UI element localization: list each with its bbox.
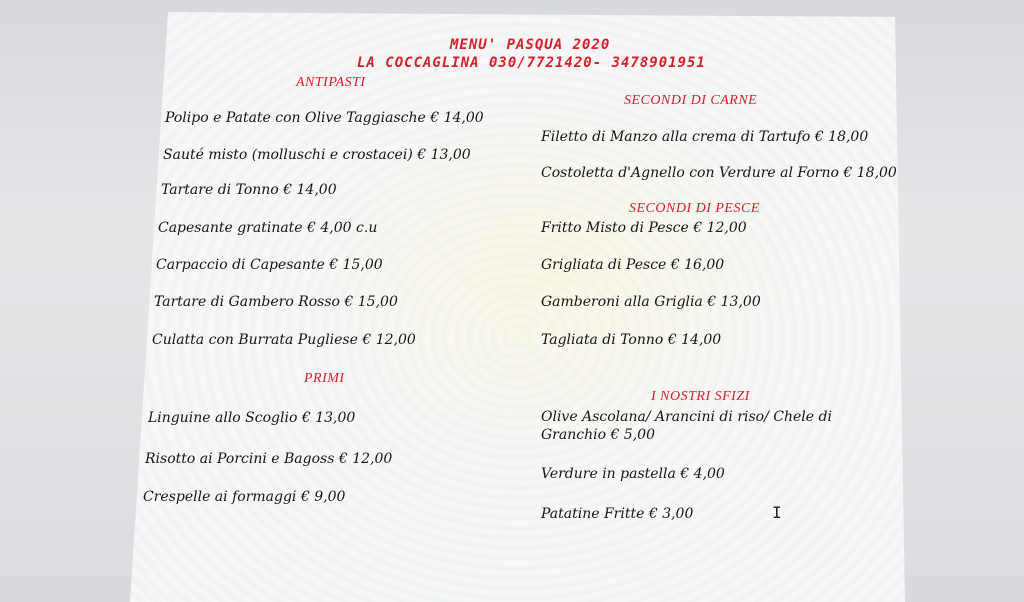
section-sfizi-title: I NOSTRI SFIZI	[651, 389, 750, 404]
menu-item: Polipo e Patate con Olive Taggiasche € 14,00	[165, 110, 484, 126]
menu-item: Capesante gratinate € 4,00 c.u	[158, 220, 378, 236]
menu-item: Carpaccio di Capesante € 15,00	[156, 257, 383, 273]
menu-item: Grigliata di Pesce € 16,00	[541, 257, 725, 273]
menu-item: Sauté misto (molluschi e crostacei) € 13,00	[163, 147, 471, 163]
menu-item: Fritto Misto di Pesce € 12,00	[541, 220, 747, 236]
menu-item: Patatine Fritte € 3,00	[541, 506, 694, 522]
menu-item: Tartare di Gambero Rosso € 15,00	[154, 294, 398, 310]
menu-item: Crespelle ai formaggi € 9,00	[143, 489, 346, 505]
menu-item: Verdure in pastella € 4,00	[541, 466, 725, 482]
menu-title: MENU' PASQUA 2020	[450, 37, 611, 53]
menu-item: Risotto ai Porcini e Bagoss € 12,00	[145, 451, 393, 467]
section-pesce-title: SECONDI DI PESCE	[629, 201, 760, 216]
text-cursor-icon: I	[772, 503, 782, 522]
menu-item: Filetto di Manzo alla crema di Tartufo € 18,00	[541, 129, 869, 145]
menu-item: Gamberoni alla Griglia € 13,00	[541, 294, 761, 310]
menu-item: Costoletta d'Agnello con Verdure al Forno € 18,00	[541, 165, 897, 181]
restaurant-phone-line: LA COCCAGLINA 030/7721420- 3478901951	[357, 55, 706, 71]
menu-item: Linguine allo Scoglio € 13,00	[148, 410, 356, 426]
menu-item: Culatta con Burrata Pugliese € 12,00	[152, 332, 416, 348]
menu-item: Olive Ascolana/ Arancini di riso/ Chele di	[541, 409, 832, 425]
menu-item: Tartare di Tonno € 14,00	[161, 182, 337, 198]
section-primi-title: PRIMI	[304, 371, 345, 386]
menu-item: Granchio € 5,00	[541, 427, 655, 443]
menu-item: Tagliata di Tonno € 14,00	[541, 332, 722, 348]
section-carne-title: SECONDI DI CARNE	[624, 93, 758, 108]
section-antipasti-title: ANTIPASTI	[296, 75, 366, 90]
